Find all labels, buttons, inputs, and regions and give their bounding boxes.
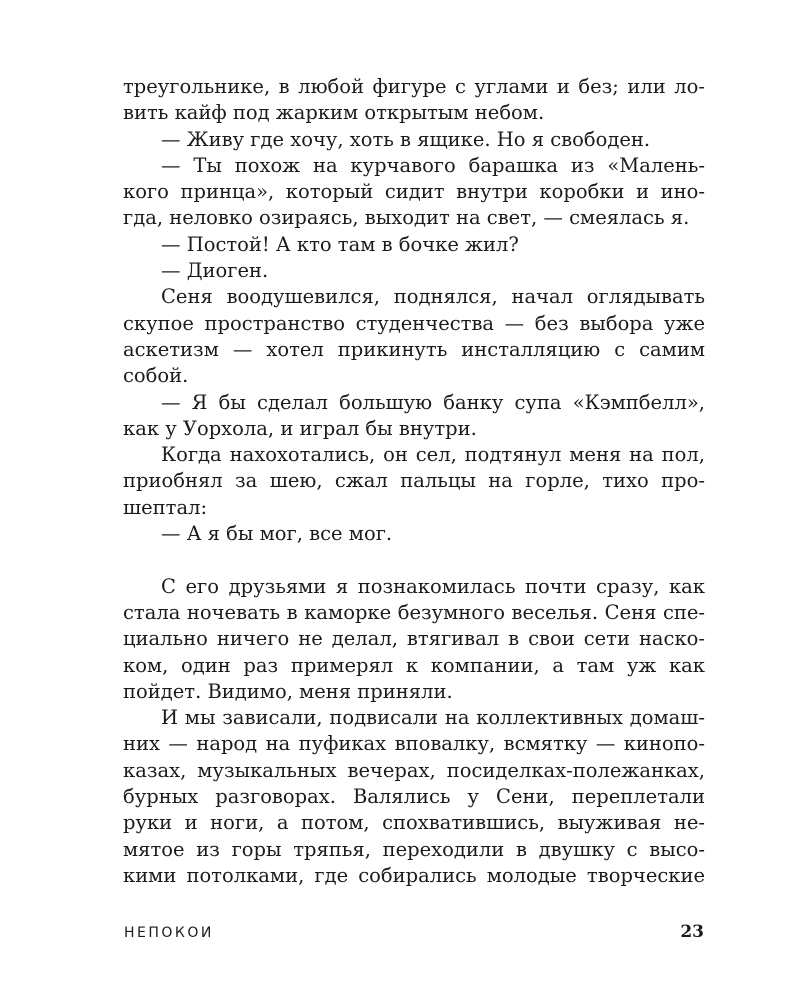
text-line: них — народ на пуфиках вповалку, всмятку — кинопо- (123, 732, 705, 756)
text-line: гда, неловко озираясь, выходит на свет, — смеялась я. (123, 206, 690, 230)
text-line: Сеня воодушевился, поднялся, начал оглядывать (161, 285, 705, 309)
text-line: — А я бы мог, все мог. (161, 522, 393, 546)
text-line: — Диоген. (161, 259, 269, 283)
text-line: ком, один раз примерял к компании, а там уж как (123, 653, 705, 677)
text-line: И мы зависали, подвисали на коллективных домаш- (161, 706, 705, 730)
text-line: кого принца», который сидит внутри коробки и ино- (123, 180, 705, 204)
text-line: аскетизм — хотел прикинуть инсталляцию с самим (123, 337, 705, 361)
text-line: циально ничего не делал, втягивал в свои сети наско- (123, 627, 705, 651)
text-line: стала ночевать в каморке безумного веселья. Сеня спе- (123, 600, 705, 624)
text-line: бурных разговорах. Валялись у Сени, переплетали (123, 785, 705, 809)
text-line: скупое пространство студенчества — без выбора уже (123, 311, 705, 335)
text-line: шептал: (123, 495, 208, 519)
text-line: треугольнике, в любой фигуре с углами и без; или ло- (123, 75, 705, 98)
running-title: НЕПОКОИ (124, 925, 214, 941)
text-line: Когда нахохотались, он сел, подтянул меня на пол, (161, 443, 705, 467)
text-line: мятое из горы тряпья, переходили в двушку с высо- (123, 837, 705, 861)
text-line: — Я бы сделал большую банку супа «Кэмпбелл», (161, 390, 705, 414)
page-number: 23 (680, 922, 704, 942)
text-line: казах, музыкальных вечерах, посиделках-полежанках, (123, 758, 705, 782)
text-line: С его друзьями я познакомилась почти сразу, как (161, 574, 705, 598)
text-line: — Ты похож на курчавого барашка из «Малень- (161, 153, 705, 177)
text-line: — Постой! А кто там в бочке жил? (161, 232, 519, 256)
body-text (123, 74, 705, 889)
text-line: приобнял за шею, сжал пальцы на горле, тихо про- (123, 469, 705, 493)
text-line: как у Уорхола, и играл бы внутри. (123, 416, 477, 440)
text-line: вить кайф под жарким открытым небом. (123, 101, 545, 125)
text-line: кими потолками, где собирались молодые творческие (123, 863, 705, 887)
text-line: пойдет. Видимо, меня приняли. (123, 679, 453, 703)
text-line: руки и ноги, а потом, спохватившись, выуживая не- (123, 811, 705, 835)
text-line: собой. (123, 364, 189, 388)
text-line: — Живу где хочу, хоть в ящике. Но я свободен. (161, 127, 651, 151)
section-break (123, 547, 705, 573)
